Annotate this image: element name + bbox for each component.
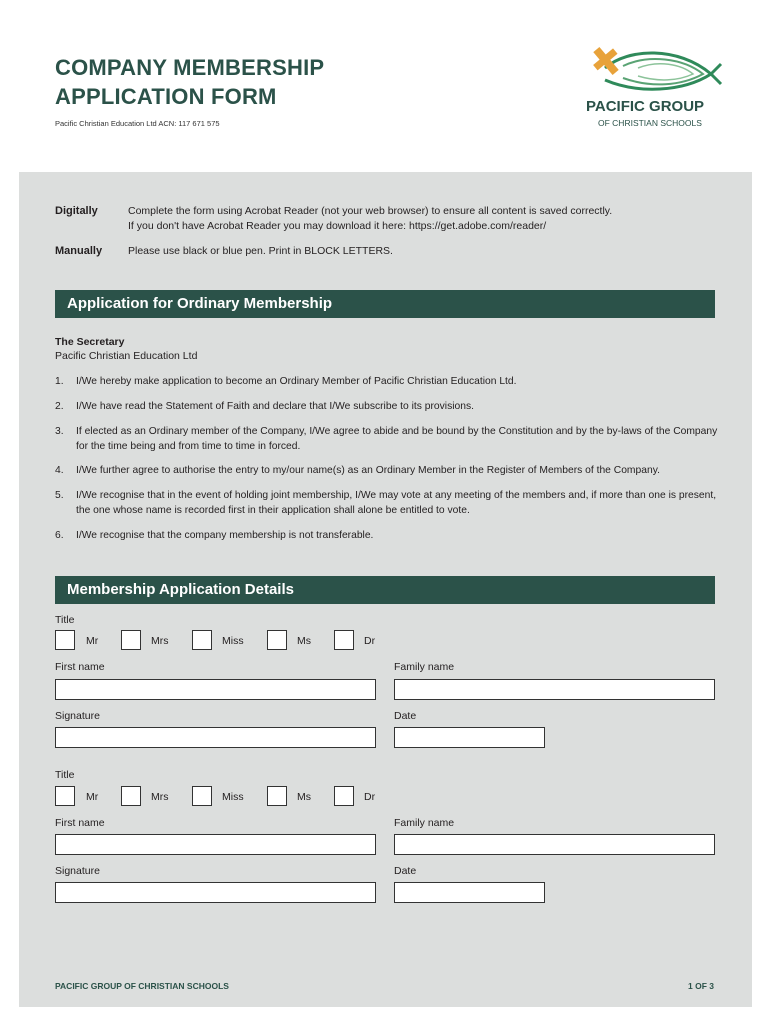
first-name-label: First name xyxy=(55,817,105,829)
secretary-label: The Secretary xyxy=(55,336,125,348)
item-number: 6. xyxy=(55,530,64,541)
title-miss-label: Miss xyxy=(222,635,244,647)
declaration-item: I/We recognise that in the event of holding joint membership, I/We may vote at any meeting of the members and, if more than one is present, the one whose name is recorded first in their application shall alone be entitled to vote. xyxy=(76,490,717,516)
footer-organisation: PACIFIC GROUP OF CHRISTIAN SCHOOLS xyxy=(55,981,229,991)
digitally-line1: Complete the form using Acrobat Reader (not your web browser) to ensure all content is saved correctly. xyxy=(128,205,613,217)
title-miss-checkbox[interactable] xyxy=(192,786,212,806)
logo-main-text: PACIFIC GROUP xyxy=(586,98,705,115)
declaration-item: If elected as an Ordinary member of the Company, I/We agree to abide and be bound by the Constitution and by the by-laws of the Company for the time being and from time to time in forced. xyxy=(76,426,718,452)
title-mrs-label: Mrs xyxy=(151,791,169,803)
title-dr-checkbox[interactable] xyxy=(334,630,354,650)
title-ms-label: Ms xyxy=(297,791,311,803)
fish-cross-logo-icon xyxy=(583,44,723,104)
title-ms-checkbox[interactable] xyxy=(267,630,287,650)
title-miss-checkbox[interactable] xyxy=(192,630,212,650)
title-mrs-checkbox[interactable] xyxy=(121,630,141,650)
declaration-item: I/We further agree to authorise the entry to my/our name(s) as an Ordinary Member in the Register of Members of the Company. xyxy=(76,465,660,476)
title-mr-checkbox[interactable] xyxy=(55,630,75,650)
organisation-logo xyxy=(583,44,723,134)
digitally-label: Digitally xyxy=(55,205,98,217)
title-miss-label: Miss xyxy=(222,791,244,803)
page-number: 1 OF 3 xyxy=(688,981,714,991)
title-mrs-label: Mrs xyxy=(151,635,169,647)
item-number: 1. xyxy=(55,376,64,387)
item-number: 4. xyxy=(55,465,64,476)
manually-label: Manually xyxy=(55,245,103,257)
family-name-label: Family name xyxy=(394,817,455,829)
form-title-line2: APPLICATION FORM xyxy=(55,84,277,109)
company-name: Pacific Christian Education Ltd xyxy=(55,350,198,362)
title-label: Title xyxy=(55,769,75,781)
title-ms-checkbox[interactable] xyxy=(267,786,287,806)
application-details-heading: Membership Application Details xyxy=(55,576,715,604)
form-title xyxy=(55,53,475,111)
item-number: 2. xyxy=(55,401,64,412)
title-label: Title xyxy=(55,614,75,626)
family-name-label: Family name xyxy=(394,661,455,673)
signature-label: Signature xyxy=(55,865,100,877)
manually-text: Please use black or blue pen. Print in BLOCK LETTERS. xyxy=(128,245,393,257)
digitally-line2: If you don't have Acrobat Reader you may download it here: https://get.adobe.com/reader/ xyxy=(128,220,547,232)
date-label: Date xyxy=(394,865,417,877)
declaration-item: I/We hereby make application to become an Ordinary Member of Pacific Christian Education Ltd. xyxy=(76,376,517,387)
signature-input[interactable] xyxy=(55,727,376,748)
acn-text: Pacific Christian Education Ltd ACN: 117 671 575 xyxy=(55,119,220,128)
first-name-label: First name xyxy=(55,661,105,673)
title-mr-checkbox[interactable] xyxy=(55,786,75,806)
date-label: Date xyxy=(394,710,417,722)
family-name-input[interactable] xyxy=(394,834,715,855)
ordinary-membership-heading: Application for Ordinary Membership xyxy=(55,290,715,318)
date-input[interactable] xyxy=(394,727,545,748)
signature-input[interactable] xyxy=(55,882,376,903)
signature-label: Signature xyxy=(55,710,100,722)
logo-sub-text: OF CHRISTIAN SCHOOLS xyxy=(598,118,702,128)
declaration-item: I/We recognise that the company membership is not transferable. xyxy=(76,530,374,541)
title-ms-label: Ms xyxy=(297,635,311,647)
first-name-input[interactable] xyxy=(55,679,376,700)
title-mr-label: Mr xyxy=(86,791,99,803)
title-dr-checkbox[interactable] xyxy=(334,786,354,806)
first-name-input[interactable] xyxy=(55,834,376,855)
family-name-input[interactable] xyxy=(394,679,715,700)
date-input[interactable] xyxy=(394,882,545,903)
title-mrs-checkbox[interactable] xyxy=(121,786,141,806)
item-number: 3. xyxy=(55,426,64,437)
form-title-line1: COMPANY MEMBERSHIP xyxy=(55,55,325,80)
title-mr-label: Mr xyxy=(86,635,99,647)
declaration-item: I/We have read the Statement of Faith and declare that I/We subscribe to its provisions. xyxy=(76,401,474,412)
title-dr-label: Dr xyxy=(364,635,376,647)
item-number: 5. xyxy=(55,490,64,501)
title-dr-label: Dr xyxy=(364,791,376,803)
